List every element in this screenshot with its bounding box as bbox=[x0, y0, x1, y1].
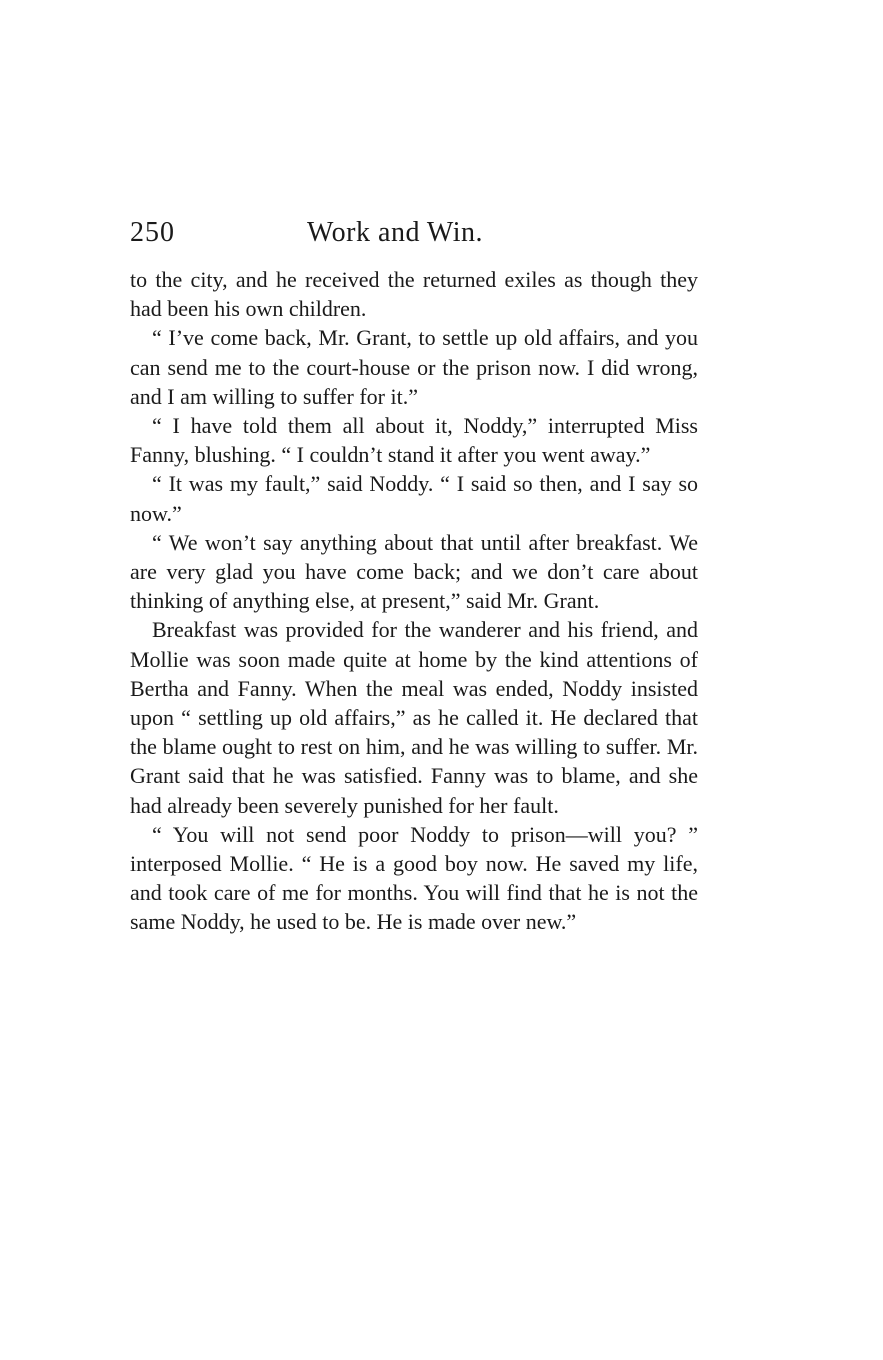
paragraph: “ You will not send poor Noddy to prison—will you? ” interposed Mollie. “ He is a good boy now. He saved my life, and took care of me for months. You will find that he is not the same Noddy, he used to be. He is made over new.” bbox=[130, 821, 698, 935]
paragraph: Breakfast was provided for the wanderer and his friend, and Mollie was soon made quite at home by the kind attentions of Bertha and Fanny. When the meal was ended, Noddy insisted upon “ settling up old affairs,” as he called it. He declared that the blame ought to rest on him, and he was willing to suffer. Mr. Grant said that he was satisfied. Fanny was to blame, and she had already been severely punished for her fault. bbox=[130, 617, 698, 818]
paragraph: “ I have told them all about it, Noddy,” interrupted Miss Fanny, blushing. “ I couldn’t stand it after you went away.” bbox=[130, 413, 698, 468]
paragraph: “ It was my fault,” said Noddy. “ I said so then, and I say so now.” bbox=[130, 471, 698, 526]
body-text bbox=[130, 265, 698, 937]
page-number: 250 bbox=[130, 217, 175, 248]
paragraph: “ I’ve come back, Mr. Grant, to settle up old affairs, and you can send me to the court-house or the prison now. I did wrong, and I am willing to suffer for it.” bbox=[130, 325, 698, 409]
paragraph: “ We won’t say anything about that until after breakfast. We are very glad you have come back; and we don’t care about thinking of anything else, at present,” said Mr. Grant. bbox=[130, 529, 698, 614]
running-title: Work and Win. bbox=[307, 217, 484, 248]
running-head bbox=[130, 213, 700, 253]
paragraph: to the city, and he received the returned exiles as though they had been his own children. bbox=[130, 267, 698, 322]
